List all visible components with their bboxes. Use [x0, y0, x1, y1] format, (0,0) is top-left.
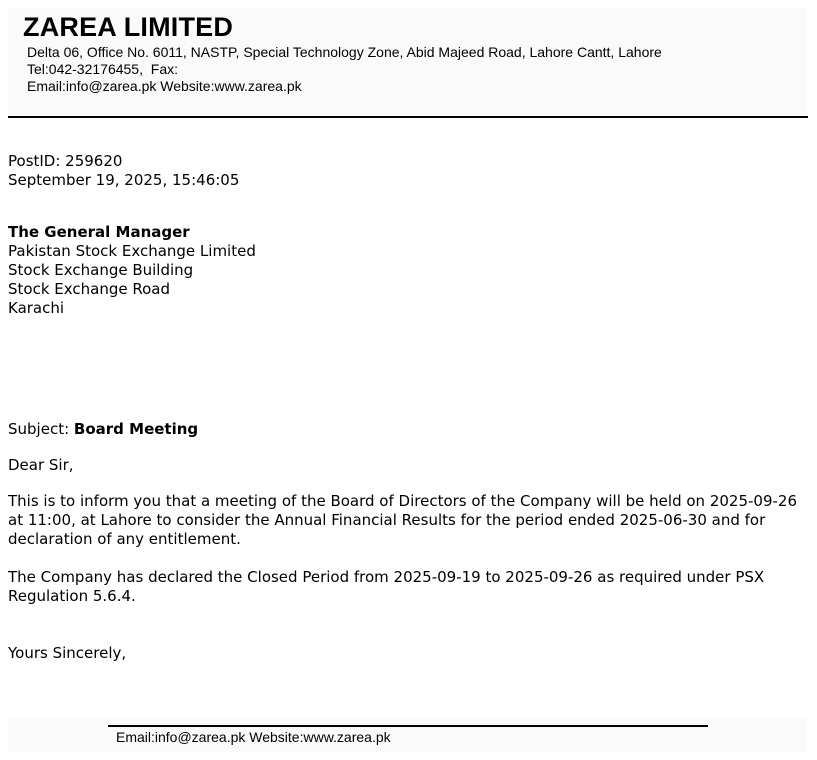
- body-paragraph-2: The Company has declared the Closed Period from 2025-09-19 to 2025-09-26 as required under PSX Regulation 5.6.4.: [8, 568, 765, 605]
- addressee-org: Pakistan Stock Exchange Limited: [8, 242, 256, 260]
- header-divider: [8, 116, 808, 118]
- company-name: ZAREA LIMITED: [23, 12, 234, 42]
- addressee-title: The General Manager: [8, 223, 190, 241]
- salutation: Dear Sir,: [8, 456, 74, 474]
- company-address: Delta 06, Office No. 6011, NASTP, Special Technology Zone, Abid Majeed Road, Lahore Cantt, Lahore: [27, 44, 662, 60]
- company-email-website: Email:info@zarea.pk Website:www.zarea.pk: [27, 78, 302, 94]
- footer: [8, 718, 807, 752]
- post-timestamp: September 19, 2025, 15:46:05: [8, 171, 240, 189]
- addressee-city: Karachi: [8, 299, 65, 317]
- closing: Yours Sincerely,: [8, 644, 127, 662]
- addressee-building: Stock Exchange Building: [8, 261, 194, 279]
- subject-line: [8, 420, 198, 439]
- letterhead: [8, 8, 807, 116]
- post-id: PostID: 259620: [8, 152, 123, 170]
- footer-email-website: Email:info@zarea.pk Website:www.zarea.pk: [116, 729, 391, 745]
- subject-value: Board Meeting: [73, 420, 199, 438]
- subject-label: Subject:: [8, 420, 70, 438]
- addressee-block: [8, 223, 256, 318]
- post-meta: [8, 152, 239, 190]
- addressee-road: Stock Exchange Road: [8, 280, 170, 298]
- body-paragraph-1: This is to inform you that a meeting of the Board of Directors of the Company will be held on 2025-09-26 at 11:00, at Lahore to consider the Annual Financial Results for the period ended 2025-06-30 and for declaration of any entitlement.: [8, 492, 797, 548]
- footer-divider: [108, 725, 708, 727]
- company-contact: Tel:042-32176455, Fax:: [27, 61, 178, 77]
